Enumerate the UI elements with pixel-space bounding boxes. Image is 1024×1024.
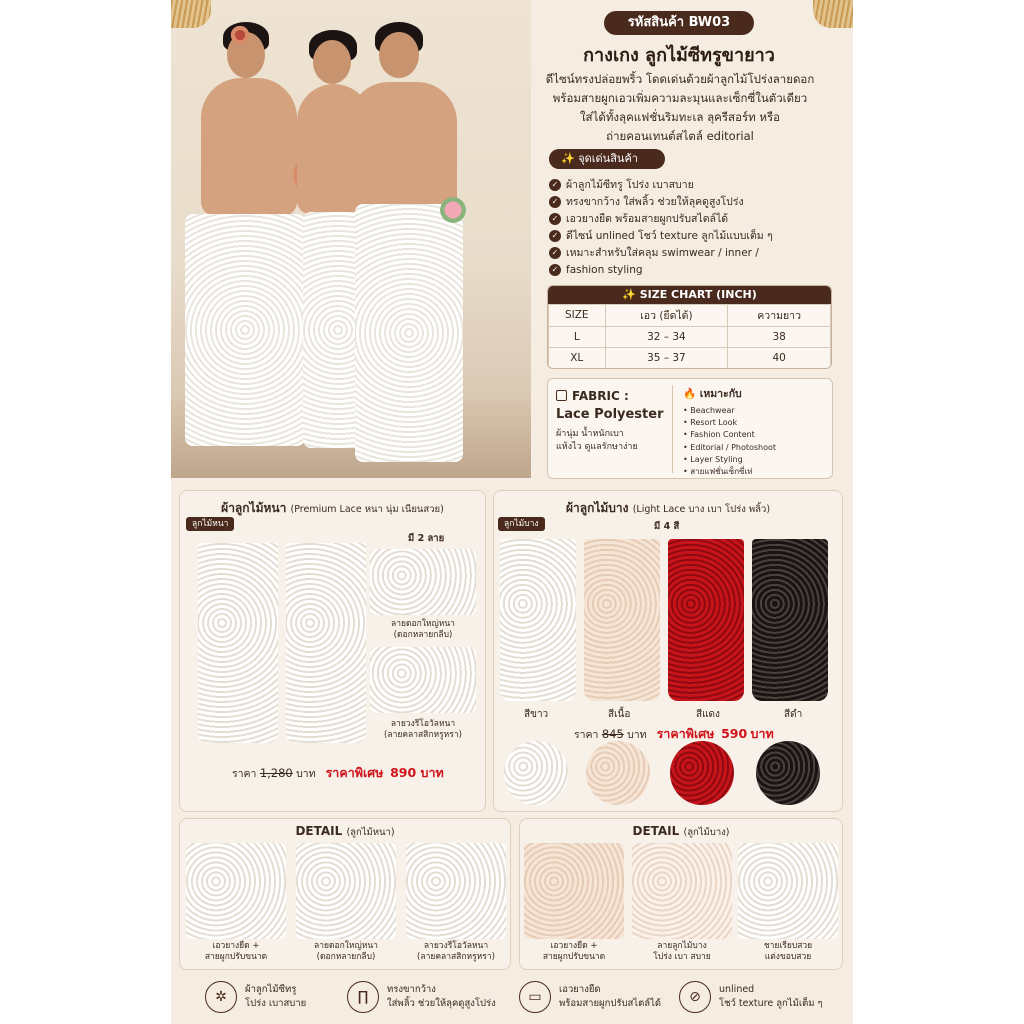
color-label-nude: สีเนื้อ xyxy=(608,709,631,720)
table-cell: 32 – 34 xyxy=(605,326,728,348)
bandage-icon: ⊘ xyxy=(679,981,711,1013)
list-item: • Fashion Content xyxy=(683,429,830,441)
thatch-decoration-right xyxy=(813,0,853,28)
swatch-red xyxy=(670,741,734,805)
pattern-count: มี 2 ลาย xyxy=(408,533,445,544)
pants-red xyxy=(668,539,744,701)
detail-caption: เอวยางยืด + สายผูกปรับขนาด xyxy=(204,941,268,962)
light-tag: ลูกไม้บาง xyxy=(498,517,545,531)
color-count: มี 4 สี xyxy=(654,521,680,532)
waistband-icon: ▭ xyxy=(519,981,551,1013)
pants-nude xyxy=(584,539,660,701)
color-label-black: สีดำ xyxy=(784,709,803,720)
table-header: เอว (ยืดได้) xyxy=(605,305,728,327)
light-lace-panel xyxy=(493,490,843,812)
detail-waistband xyxy=(186,843,286,939)
light-title: ผ้าลูกไม้บาง (Light Lace บาง เบา โปร่ง พลิ้ว) xyxy=(565,501,771,515)
highlights-title: ✨ จุดเด่นสินค้า xyxy=(549,149,665,169)
table-cell: 40 xyxy=(728,348,831,370)
table-cell: 35 – 37 xyxy=(605,348,728,370)
suitable-for xyxy=(672,385,830,477)
list-item: • Layer Styling xyxy=(683,454,830,466)
table-cell: L xyxy=(549,326,606,348)
pants-black xyxy=(752,539,828,701)
premium-title: ผ้าลูกไม้หนา (Premium Lace หนา นุ่ม เนียนสวย) xyxy=(221,501,444,515)
highlights-list xyxy=(549,177,829,279)
size-chart xyxy=(547,285,832,369)
highlight-item: ✓ ดีไซน์ unlined โชว์ texture ลูกไม้แบบเต็ม ๆ xyxy=(549,228,829,245)
feature-unlined: ⊘ unlined โชว์ texture ลูกไม้เต็ม ๆ xyxy=(679,975,839,1019)
color-label-red: สีแดง xyxy=(696,709,720,720)
highlight-item: ✓ ผ้าลูกไม้ซีทรู โปร่ง เบาสบาย xyxy=(549,177,829,194)
list-item: • Editorial / Photoshoot xyxy=(683,442,830,454)
pants-white xyxy=(500,539,576,701)
suitable-list xyxy=(683,405,830,478)
thatch-decoration xyxy=(171,0,211,28)
detail-waistband-light xyxy=(524,843,624,939)
premium-pants-oval xyxy=(286,543,366,743)
list-item: • สายแฟชั่นเซ็กซี่เท่ xyxy=(683,466,830,478)
swatch-white xyxy=(504,741,568,805)
swatch-black xyxy=(756,741,820,805)
swatch-nude xyxy=(586,741,650,805)
detail-lace-light xyxy=(632,843,732,939)
detail-light-panel xyxy=(519,818,843,970)
highlight-item-cont: ✓ fashion styling xyxy=(549,262,829,279)
product-title: กางเกง ลูกไม้ซีทรูขายาว xyxy=(583,45,775,66)
detail-floral xyxy=(296,843,396,939)
feature-waistband: ▭ เอวยางยืด พร้อมสายผูกปรับสไตล์ได้ xyxy=(519,975,679,1019)
floral-swatch xyxy=(370,549,476,615)
detail-caption: เอวยางยืด + สายผูกปรับขนาด xyxy=(542,941,606,962)
highlight-item: ✓ เหมาะสำหรับใส่คลุม swimwear / inner / xyxy=(549,245,829,262)
detail-caption: ลายวงรีโอวัลหนา (ลายคลาสสิกหรูหรา) xyxy=(417,941,495,962)
detail-light-title: DETAIL (ลูกไม้บาง) xyxy=(632,824,730,838)
product-code: รหัสสินค้า BW03 xyxy=(604,11,754,35)
table-row xyxy=(549,305,831,327)
fabric-icon xyxy=(556,390,567,401)
detail-caption: ลายลูกไม้บาง โปร่ง เบา สบาย xyxy=(653,941,711,962)
feature-wide-leg: ∏ ทรงขากว้าง ใส่พลิ้ว ช่วยให้ลุคดูสูงโปร่ง xyxy=(347,975,517,1019)
table-cell: XL xyxy=(549,348,606,370)
premium-pants-floral xyxy=(198,543,278,743)
highlight-item: ✓ เอวยางยืด พร้อมสายผูกปรับสไตล์ได้ xyxy=(549,211,829,228)
bottom-features xyxy=(199,975,839,1019)
fabric-name: Lace Polyester xyxy=(556,407,664,422)
fabric-description: ผ้านุ่ม น้ำหนักเบา แห้งไว ดูแลรักษาง่าย xyxy=(556,429,638,452)
fabric-box xyxy=(547,378,833,479)
list-item: • Beachwear xyxy=(683,405,830,417)
suitable-title: 🔥 เหมาะกับ xyxy=(683,388,742,400)
color-label-white: สีขาว xyxy=(524,709,549,720)
fabric-label: FABRIC : xyxy=(556,389,674,403)
oval-caption: ลายวงรีโอวัลหนา (ลายคลาสสิกหรูหรา) xyxy=(384,719,462,740)
size-chart-title: ✨ SIZE CHART (INCH) xyxy=(548,286,831,304)
light-price: ราคา 845 บาท ราคาพิเศษ 590 บาท xyxy=(574,726,774,741)
detail-thick-panel xyxy=(179,818,511,970)
premium-price: ราคา 1,280 บาท ราคาพิเศษ 890 บาท xyxy=(232,765,444,780)
floral-caption: ลายดอกใหญ่หนา (ดอกหลายกลีบ) xyxy=(391,619,455,640)
table-header: ความยาว xyxy=(728,305,831,327)
detail-oval xyxy=(406,843,506,939)
size-chart-table xyxy=(548,304,831,369)
table-header: SIZE xyxy=(549,305,606,327)
product-description: ดีไซน์ทรงปล่อยพริ้ว โดดเด่นด้วยผ้าลูกไม้โปร่งลายดอก พร้อมสายผูกเอวเพิ่มความละมุนและเซ็กซี่ในตัวเดียว ใส่ได้ทั้งลุคแฟชั่นริมทะเล ลุครีสอร์ท หรือ ถ่ายคอนเทนต์สไตล์ editorial xyxy=(545,72,815,143)
detail-caption: ชายเรียบสวย แต่งขอบสวย xyxy=(763,941,813,962)
hero-photo xyxy=(171,0,531,478)
highlight-item: ✓ ทรงขากว้าง ใส่พลิ้ว ช่วยให้ลุคดูสูงโปร่ง xyxy=(549,194,829,211)
pants-icon: ∏ xyxy=(347,981,379,1013)
product-page xyxy=(171,0,853,1024)
detail-hem xyxy=(738,843,838,939)
detail-caption: ลายดอกใหญ่หนา (ดอกหลายกลีบ) xyxy=(314,941,378,962)
oval-swatch xyxy=(370,647,476,713)
list-item: • Resort Look xyxy=(683,417,830,429)
table-row xyxy=(549,348,831,370)
premium-lace-panel xyxy=(179,490,486,812)
feature-lace: ✲ ผ้าลูกไม้ซีทรู โปร่ง เบาสบาย xyxy=(205,975,355,1019)
premium-tag: ลูกไม้หนา xyxy=(186,517,234,531)
table-cell: 38 xyxy=(728,326,831,348)
table-row xyxy=(549,326,831,348)
detail-thick-title: DETAIL (ลูกไม้หนา) xyxy=(295,824,395,838)
lace-icon: ✲ xyxy=(205,981,237,1013)
